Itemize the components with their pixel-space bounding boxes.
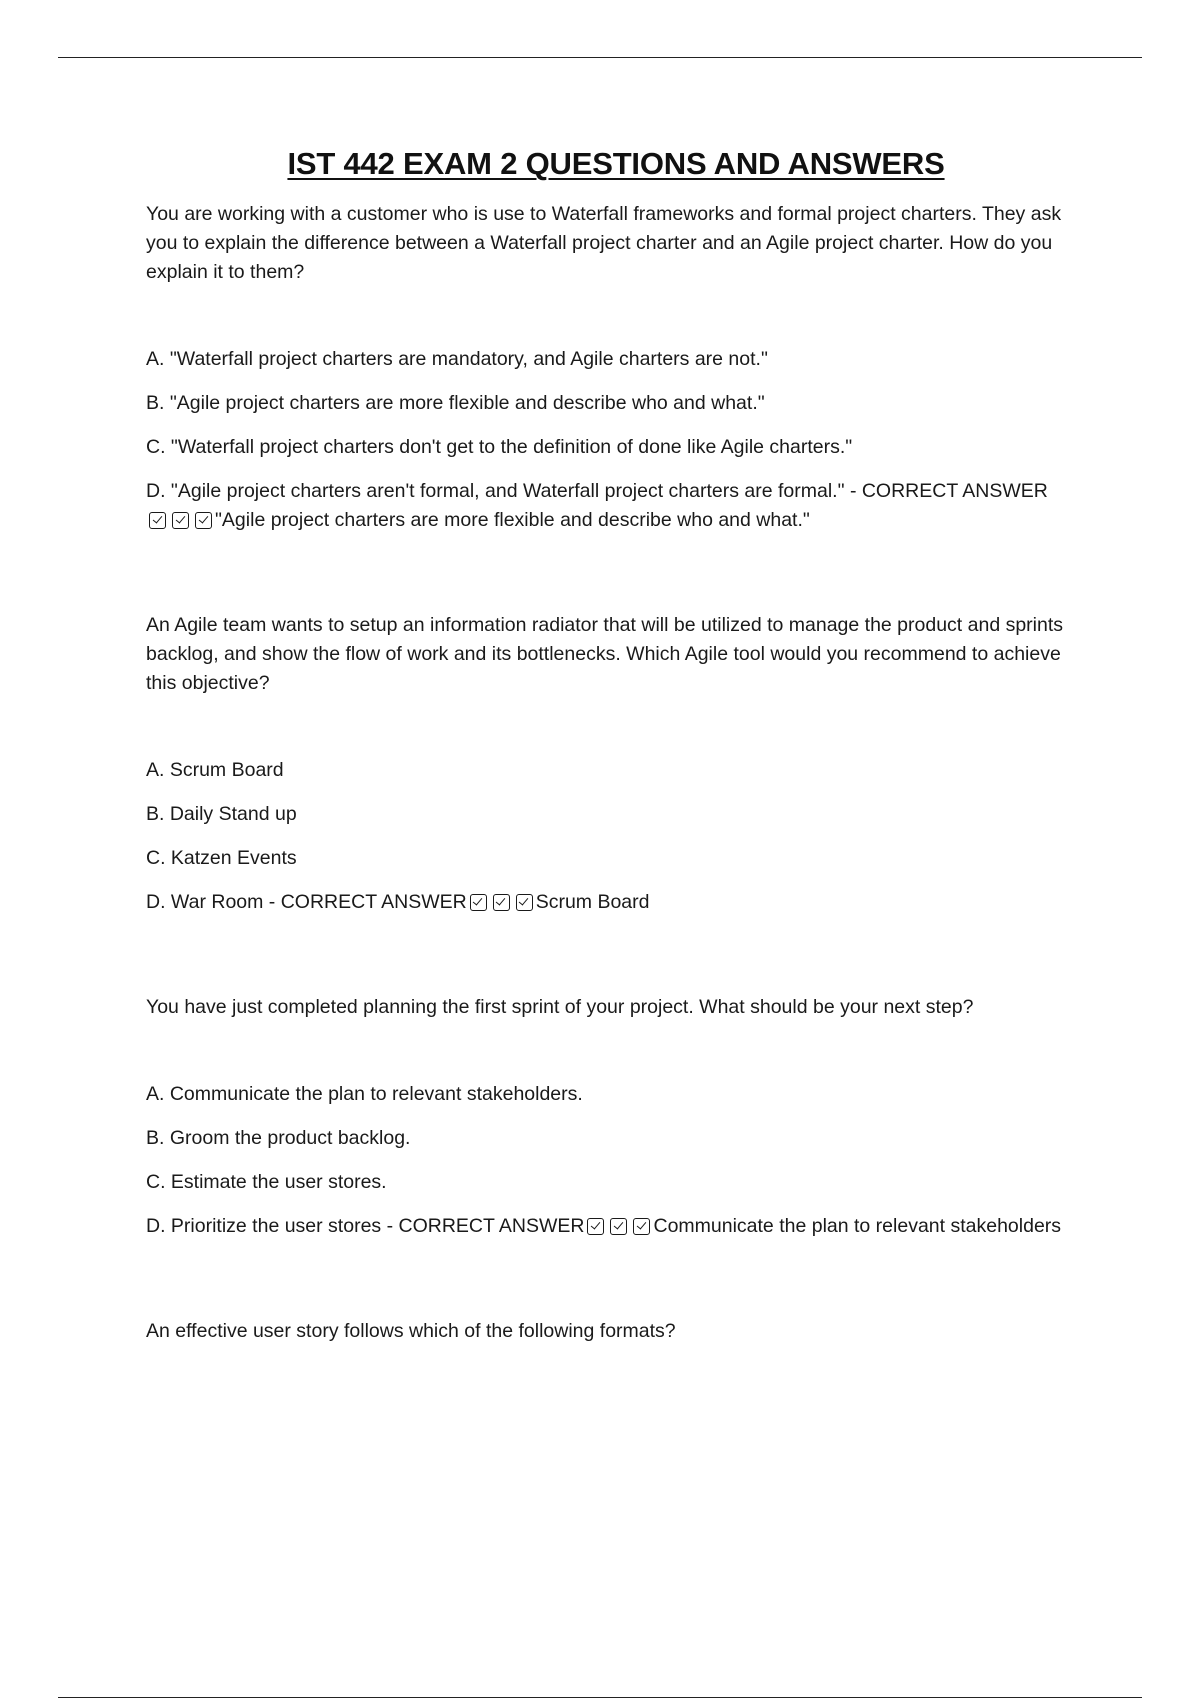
checkbox-check-icon	[470, 894, 487, 911]
checkbox-check-icon	[172, 512, 189, 529]
option-d-with-answer	[146, 888, 1086, 917]
answer-checks	[584, 1212, 653, 1241]
option-b: B. Daily Stand up	[146, 803, 297, 825]
options-list	[146, 345, 1086, 535]
footer-rule	[58, 1697, 1142, 1698]
question-text: You have just completed planning the first sprint of your project. What should be your next step?	[146, 996, 974, 1018]
checkbox-check-icon	[516, 894, 533, 911]
question-block	[146, 200, 1086, 535]
options-list	[146, 756, 1086, 917]
option-a: A. Communicate the plan to relevant stakeholders.	[146, 1083, 583, 1105]
option-d: D. Prioritize the user stores - CORRECT ANSWER	[146, 1215, 585, 1237]
option-d-with-answer	[146, 1212, 1086, 1241]
option-d-with-answer	[146, 477, 1086, 535]
option-a: A. "Waterfall project charters are mandatory, and Agile charters are not."	[146, 348, 768, 370]
question-block	[146, 611, 1086, 917]
option-c: C. Katzen Events	[146, 847, 297, 869]
option-a: A. Scrum Board	[146, 759, 284, 781]
checkbox-check-icon	[195, 512, 212, 529]
option-b: B. "Agile project charters are more flexible and describe who and what."	[146, 392, 765, 414]
option-b: B. Groom the product backlog.	[146, 1127, 411, 1149]
option-d: D. "Agile project charters aren't formal, and Waterfall project charters are formal." - CORRECT ANSWER	[146, 480, 1048, 502]
checkbox-check-icon	[587, 1218, 604, 1235]
question-block	[146, 993, 1086, 1241]
option-c: C. "Waterfall project charters don't get to the definition of done like Agile charters."	[146, 436, 853, 458]
question-text: An effective user story follows which of the following formats?	[146, 1320, 676, 1342]
checkbox-check-icon	[633, 1218, 650, 1235]
options-list	[146, 1080, 1086, 1241]
question-text: An Agile team wants to setup an information radiator that will be utilized to manage the product and sprints backlog, and show the flow of work and its bottlenecks. Which Agile tool would you recommend to achieve this objective?	[146, 614, 1064, 694]
option-d: D. War Room - CORRECT ANSWER	[146, 891, 467, 913]
checkbox-check-icon	[610, 1218, 627, 1235]
correct-answer: Communicate the plan to relevant stakeholders	[653, 1215, 1062, 1237]
answer-checks	[467, 888, 536, 917]
correct-answer: "Agile project charters are more flexible and describe who and what."	[215, 509, 810, 531]
header-rule	[58, 57, 1142, 58]
correct-answer: Scrum Board	[535, 891, 650, 913]
question-block	[146, 1317, 1086, 1346]
option-c: C. Estimate the user stores.	[146, 1171, 387, 1193]
checkbox-check-icon	[149, 512, 166, 529]
document-body	[146, 146, 1086, 1346]
checkbox-check-icon	[493, 894, 510, 911]
page-title: IST 442 EXAM 2 QUESTIONS AND ANSWERS	[287, 146, 945, 181]
answer-checks	[146, 506, 215, 535]
question-text: You are working with a customer who is use to Waterfall frameworks and formal project charters. They ask you to explain the difference between a Waterfall project charter and an Agile project charter. How do you explain it to them?	[146, 203, 1062, 283]
